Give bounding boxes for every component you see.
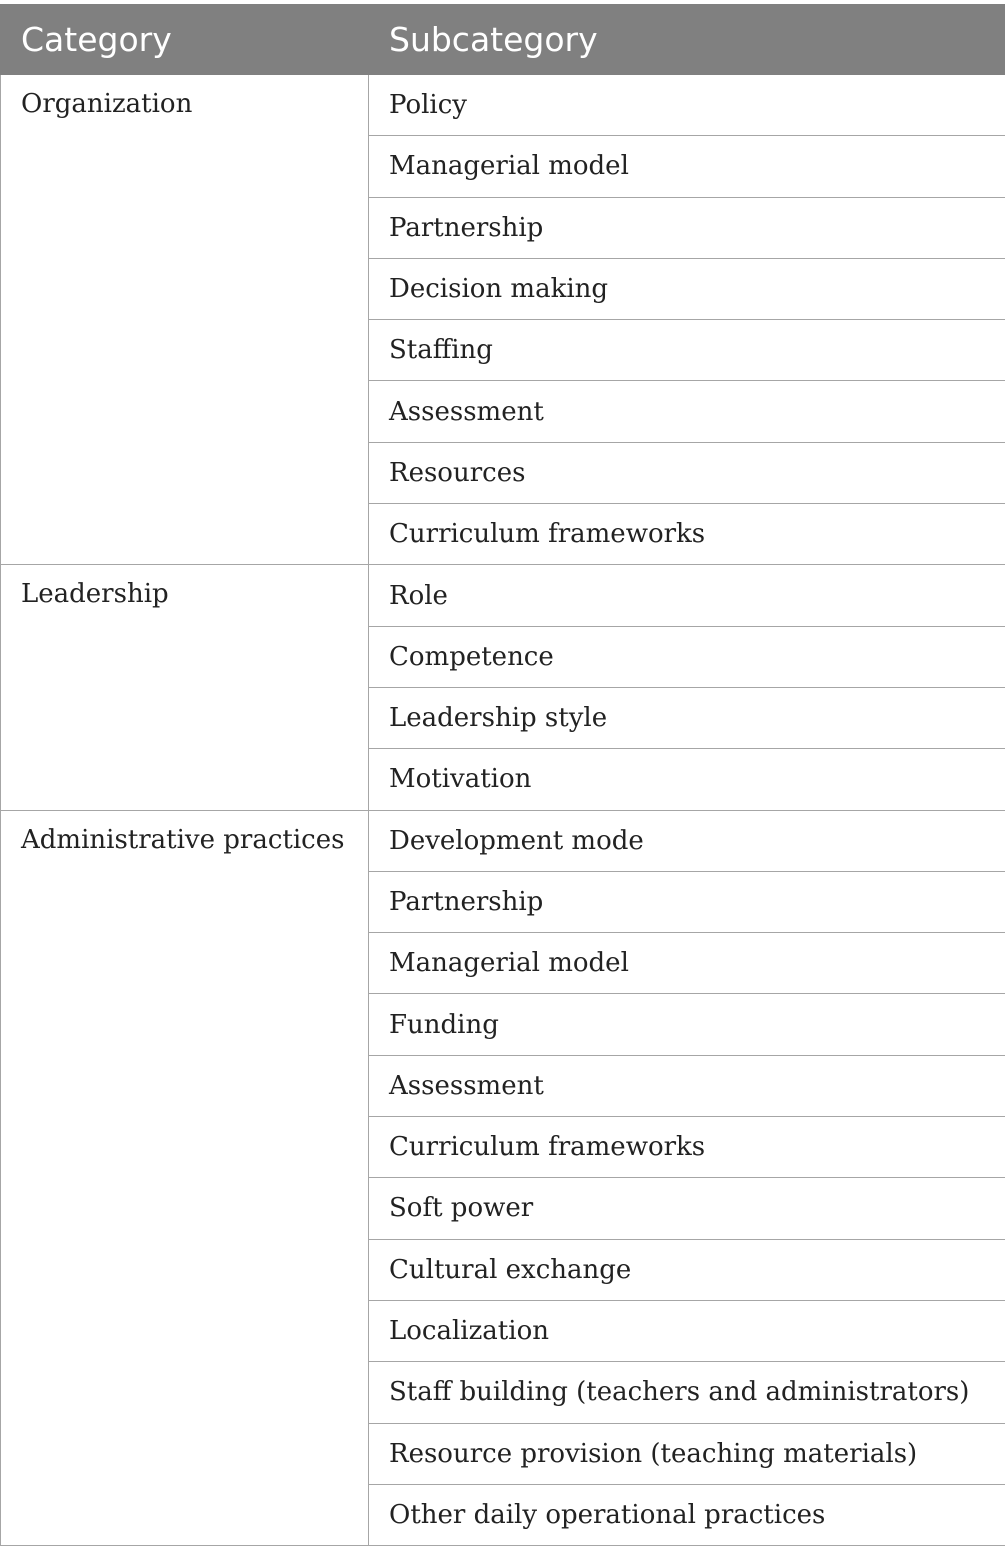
subcategory-cell: Staff building (teachers and administrators)	[369, 1362, 1005, 1423]
header-row	[1, 5, 1005, 75]
subcategory-cell: Resources	[369, 442, 1005, 503]
subcategory-cell: Partnership	[369, 197, 1005, 258]
table-row	[1, 75, 1005, 136]
category-cell: Administrative practices	[1, 810, 369, 1546]
category-table	[0, 4, 1005, 1546]
subcategory-cell: Development mode	[369, 810, 1005, 871]
subcategory-cell: Funding	[369, 994, 1005, 1055]
subcategory-cell: Role	[369, 565, 1005, 626]
subcategory-cell: Managerial model	[369, 933, 1005, 994]
subcategory-cell: Curriculum frameworks	[369, 1117, 1005, 1178]
category-cell: Leadership	[1, 565, 369, 810]
subcategory-cell: Decision making	[369, 258, 1005, 319]
subcategory-cell: Cultural exchange	[369, 1239, 1005, 1300]
subcategory-cell: Partnership	[369, 871, 1005, 932]
subcategory-cell: Soft power	[369, 1178, 1005, 1239]
category-cell: Organization	[1, 75, 369, 565]
table-row	[1, 810, 1005, 871]
subcategory-cell: Other daily operational practices	[369, 1484, 1005, 1545]
subcategory-cell: Policy	[369, 75, 1005, 136]
subcategory-cell: Curriculum frameworks	[369, 504, 1005, 565]
table-row	[1, 565, 1005, 626]
subcategory-cell: Assessment	[369, 1055, 1005, 1116]
table-body	[1, 75, 1005, 1546]
subcategory-cell: Localization	[369, 1300, 1005, 1361]
subcategory-cell: Managerial model	[369, 136, 1005, 197]
header-category: Category	[1, 5, 369, 75]
subcategory-cell: Competence	[369, 626, 1005, 687]
subcategory-cell: Resource provision (teaching materials)	[369, 1423, 1005, 1484]
table-header	[1, 5, 1005, 75]
header-subcategory: Subcategory	[369, 5, 1005, 75]
subcategory-cell: Motivation	[369, 749, 1005, 810]
subcategory-cell: Leadership style	[369, 687, 1005, 748]
subcategory-cell: Staffing	[369, 320, 1005, 381]
subcategory-cell: Assessment	[369, 381, 1005, 442]
